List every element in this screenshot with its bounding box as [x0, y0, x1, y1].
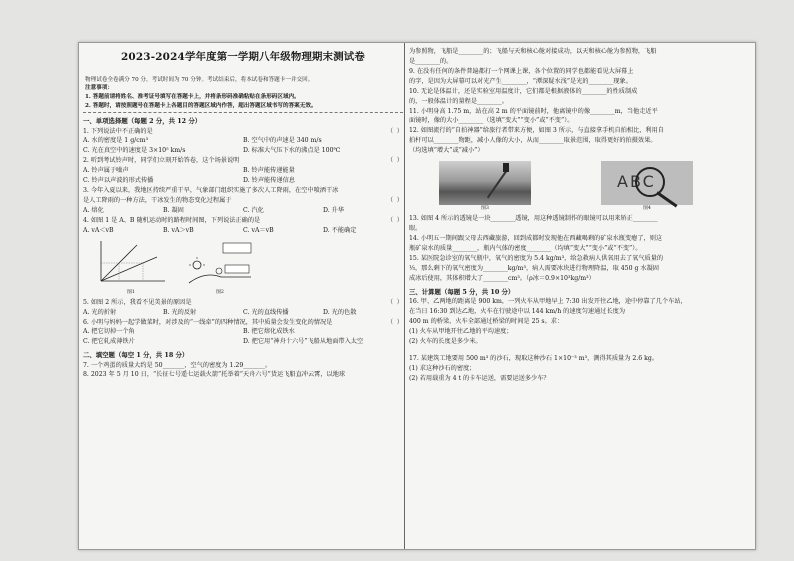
section-choice: 一、单项选择题（每题 2 分，共 12 分）	[83, 117, 202, 126]
question-7: 7. 一个鸡蛋的质量大约是 50_______，空气的密度为 1.29_______。	[83, 361, 272, 369]
question-16-cont-2: 400 m 的桥梁，火车全部通过桥梁的时间是 25 s。求：	[409, 317, 564, 325]
figure-1-caption: 图1	[127, 289, 135, 295]
question-11: 11. 小明身高 1.75 m，站在高 2 m 的平面镜前时，他离镜中的像________m，当他走近平	[409, 107, 658, 115]
column-divider	[404, 43, 405, 549]
exam-title: 2023-2024学年度第一学期八年级物理期末测试卷	[121, 51, 365, 63]
question-17-part-1: (1) 求这种沙石的密度；	[409, 365, 476, 373]
figure-1	[91, 237, 171, 297]
question-6: 6. 小明与妈妈一起学做菜时，对涉及的“一线牵”的四种情况，其中质量会发生变化的情况是 （ ）	[83, 318, 403, 326]
exam-sheet	[78, 42, 756, 550]
right-column	[409, 43, 751, 549]
figure-row	[91, 237, 403, 297]
question-15: 15. 某医院急诊室的氧气瓶中，氧气的密度为 5.4 kg/m³，给急救病人供氧用去了氧气质量的	[409, 254, 664, 262]
question-16-part-1: (1) 火车从甲地开往乙地的平均速度；	[409, 327, 513, 335]
figure-4	[601, 161, 693, 213]
magnifier-handle	[656, 192, 677, 208]
q1-options	[83, 136, 403, 146]
figure-3	[439, 161, 531, 213]
notice-1: 1. 答题前请将姓名、准考证号填写在答题卡上，并将条形码准确粘贴在条形码区域内。	[85, 93, 300, 100]
q5-options: A. 光的折射 B. 光的反射 C. 光的直线传播 D. 光的色散	[83, 308, 357, 316]
option: C. 光在真空中的速度是 3×10⁵ km/s	[83, 147, 186, 155]
answer-paren: （ ）	[386, 298, 403, 306]
section-fill: 二、填空题（每空 1 分，共 18 分）	[83, 351, 189, 360]
question-5: 5. 如图 2 所示，我看不见美景的原因是 （ ）	[83, 298, 403, 306]
question-11-cont: 面镜时，像的大小________（选填“变大”“变小”或“不变”）。	[409, 117, 574, 125]
notice-2: 2. 答题时，请按照题号在答题卡上各题目的答题区域内作答，超出答题区域书写的答案无效。	[85, 102, 317, 109]
q3-options: A. 熔化 B. 凝固 C. 汽化 D. 升华	[83, 206, 345, 214]
question-3: 3. 今年入夏以来，我地区持续严重干旱，气象部门组织实施了多次人工降雨，在空中喷洒干冰	[83, 187, 339, 195]
option: A. 水的密度是 1 g/cm³	[83, 137, 149, 145]
question-10: 10. 无论是体温计，还是实验室用温度计，它们都是根据液体的________的性质制成	[409, 87, 638, 95]
question-10-cont: 的，一般体温计的量程是________。	[409, 97, 508, 105]
lens-photo	[601, 161, 693, 205]
option: D. 标准大气压下水的沸点是 100℃	[243, 147, 341, 155]
phone	[503, 163, 509, 172]
question-3-cont: 是人工降雨的一种方法，干冰发生的物态变化过程属于 （ ）	[83, 196, 403, 204]
question-16: 16. 甲、乙两地的距离是 900 km，一列火车从甲地早上 7:30 出发开往乙地，途中停靠了几个车站，	[409, 297, 687, 305]
question-1: 1. 下列说法中不正确的是 （ ）	[83, 127, 403, 135]
question-16-cont: 在当日 16:30 到达乙地，火车在行驶途中以 144 km/h 的速度匀速通过长度为	[409, 307, 626, 315]
info-line: 物理试卷全卷满分 70 分，考试时间为 70 分钟。考试结束后，将本试卷和答题卡一并交回。	[85, 76, 314, 83]
question-4: 4. 如图 1 是 A、B 随机运动时的路程时间图，下列说法正确的是 （ ）	[83, 216, 403, 224]
selfie-stick-photo	[439, 161, 531, 205]
question-17: 17. 某建筑工地要用 500 m³ 的沙石，现取这种沙石 1×10⁻³ m³，测得其质量为 2.6 kg。	[409, 355, 659, 363]
question-15-cont: ⅓，那么剩下的氧气密度为________kg/m³，病人需要冰块进行物理降温，取 450 g 水凝固	[409, 264, 659, 272]
option: B. 铃声能传递能量	[243, 167, 295, 175]
question-12: 12. 如图流行的“自拍神器”给旅行者带来方便，如图 3 所示，与直接拿手机自拍相比，利用自	[409, 127, 664, 135]
option: D. 铃声能传递信息	[243, 177, 295, 185]
q2-options	[83, 166, 403, 176]
question-12-cont-2: （均选填“增大”或“减小”）	[409, 147, 484, 155]
question-15-cont-2: 成冰后使用，其体积增大了________cm³。（ρ冰＝0.9×10³kg/m³）	[409, 274, 595, 282]
figure-4-caption: 图4	[643, 206, 651, 212]
answer-paren: （ ）	[386, 127, 403, 135]
question-8-cont-2: 是________的。	[409, 57, 453, 65]
question-17-part-2: (2) 若用载重为 4 t 的卡车运送，需要运送多少车？	[409, 375, 550, 383]
question-13-cont: 眼。	[409, 225, 422, 233]
figure-2-caption: 图2	[216, 289, 224, 295]
option: B. 空气中的声速是 340 m/s	[243, 137, 322, 145]
view-blocked-illustration	[185, 237, 255, 289]
figure-row-right	[439, 157, 751, 213]
q6-options-2: C. 把它轧成薄铁片 D. 把它用“神舟十六号”飞船从地面带入太空	[83, 338, 364, 346]
distance-time-graph	[91, 237, 171, 289]
answer-paren: （ ）	[386, 157, 403, 165]
question-9-cont: 的字，是因为大屏幕可以对光产生________，“潭深疑水浅”是光的________现象。	[409, 77, 632, 85]
question-16-part-2: (2) 火车的长度是多少米。	[409, 337, 482, 345]
q6-options: A. 把它切掉一个角 B. 把它熔化成铁水	[83, 328, 295, 336]
answer-paren: （ ）	[386, 216, 403, 224]
question-8-cont: 为参照物，飞船是________的；飞船与天和核心舱对接成功，以天和核心舱为参照物，飞船	[409, 48, 657, 55]
question-14-cont: 瓶矿泉水的质量________，瓶内气体的密度________（均填“变大”“变小”或“不变”）。	[409, 244, 642, 252]
question-2: 2. 听到考试铃声时，同学们立刻开始答卷，这个场景说明 （ ）	[83, 157, 403, 165]
q2-options-2	[83, 176, 403, 186]
section-calc: 三、计算题（每题 5 分，共 10 分）	[409, 287, 515, 296]
left-column	[83, 43, 403, 549]
question-12-cont: 拍杆可以________物距，减小人像的大小，从而________取景范围，取得更好的拍摄效果。	[409, 137, 657, 145]
notice-heading: 注意事项：	[85, 85, 113, 92]
q4-options: A. vA＜vB B. vA＞vB C. vA＝vB D. 不能确定	[83, 226, 357, 234]
option: A. 铃声属于噪声	[83, 167, 129, 175]
abc-text: ABC	[617, 172, 656, 192]
question-14: 14. 小明五一期间跟父母去西藏旅游，回到成都时发现他在西藏喝剩的矿泉水瓶变瘪了，则这	[409, 234, 663, 242]
figure-3-caption: 图3	[481, 206, 489, 212]
question-8: 8. 2023 年 5 月 10 日，“长征七号遥七运载火箭”托举着“天舟六号”货运飞船直冲云霄，以地球	[83, 371, 346, 379]
separator	[83, 112, 403, 113]
answer-paren: （ ）	[386, 196, 403, 204]
question-13: 13. 如图 4 所示的透镜是一块________透镜，用这种透镜制作的眼镜可以用来矫正________	[409, 215, 658, 223]
exam-info	[83, 76, 403, 111]
selfie-stick	[487, 168, 509, 199]
figure-2	[185, 237, 255, 297]
answer-paren: （ ）	[386, 318, 403, 326]
question-9: 9. 在没有任何的条件普遍都打一个网课上课，各个位置的同学也都能看见大屏幕上	[409, 67, 634, 75]
q1-options-2	[83, 146, 403, 156]
option: C. 铃声以声波的形式传播	[83, 177, 154, 185]
